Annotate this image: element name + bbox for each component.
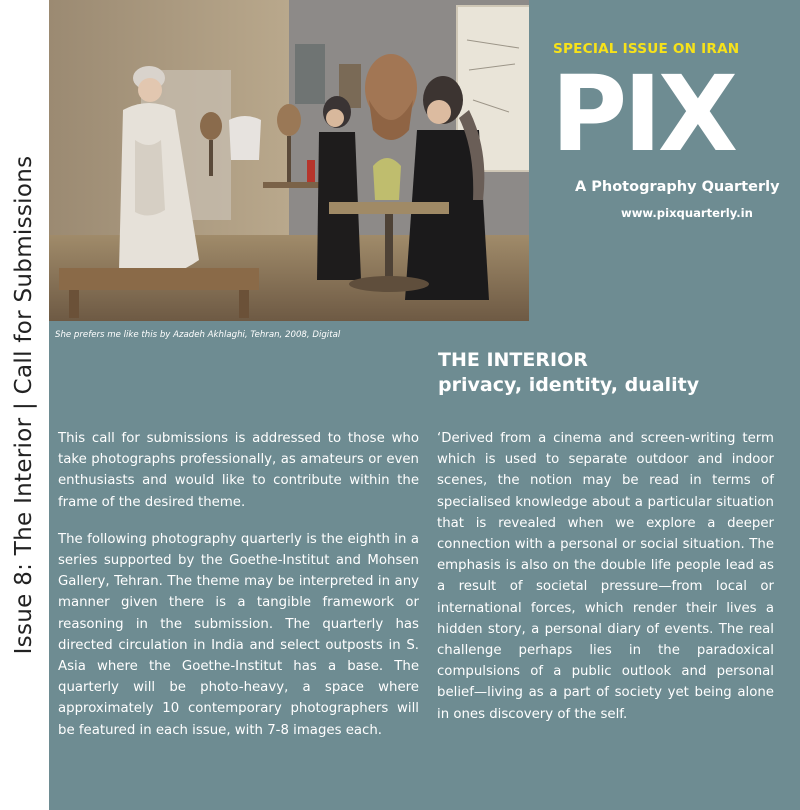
theme-title: THE INTERIOR (438, 349, 588, 371)
left-paragraph-2: The following photography quarterly is the eighth in a series supported by the Goethe-Institut and Mohsen Gallery, Tehran. The theme may be interpreted in any manner given there is a tangible framework or reasoning in the submission. The quarterly has directed circulation in India and select outposts in S. Asia where the Goethe-Institut has a base. The quarterly will be photo-heavy, a space where approximately 10 contemporary photographers will be featured in each issue, with 7-8 images each. (58, 531, 419, 738)
right-paragraph-1: ‘Derived from a cinema and screen-writing term which is used to separate outdoor and indoor scenes, the notion may be read in terms of specialised knowledge about a particular situation that is revealed when we explore a deeper connection with a personal or social situation. The emphasis is also on the double life people lead as a result of societal pressure—from local or international forces, which render their lives a hidden story, a personal diary of events. The real challenge perhaps lies in the paradoxical compulsions of a public outlook and personal belief—living as a part of society yet being alone in ones discovery of the self. (437, 431, 774, 722)
studio-photo-illustration (49, 0, 529, 321)
side-band (0, 0, 49, 810)
photo-caption: She prefers me like this by Azadeh Akhlaghi, Tehran, 2008, Digital (55, 330, 341, 340)
cover-photo (49, 0, 529, 321)
masthead (529, 0, 800, 321)
special-issue-label: SPECIAL ISSUE ON IRAN (553, 41, 740, 57)
website-link[interactable]: www.pixquarterly.in (621, 206, 753, 220)
right-column (437, 428, 774, 741)
pix-logo: PIX (551, 53, 735, 175)
theme-subtitle: privacy, identity, duality (438, 374, 700, 396)
side-title: Issue 8: The Interior | Call for Submissions (11, 155, 37, 655)
left-column (58, 428, 419, 757)
theme-heading (438, 348, 699, 398)
left-paragraph-1: This call for submissions is addressed to those who take photographs professionally, as amateurs or even enthusiasts and would like to contribute within the frame of the desired theme. (58, 431, 419, 510)
tagline: A Photography Quarterly (575, 179, 780, 195)
main-panel (49, 0, 800, 810)
